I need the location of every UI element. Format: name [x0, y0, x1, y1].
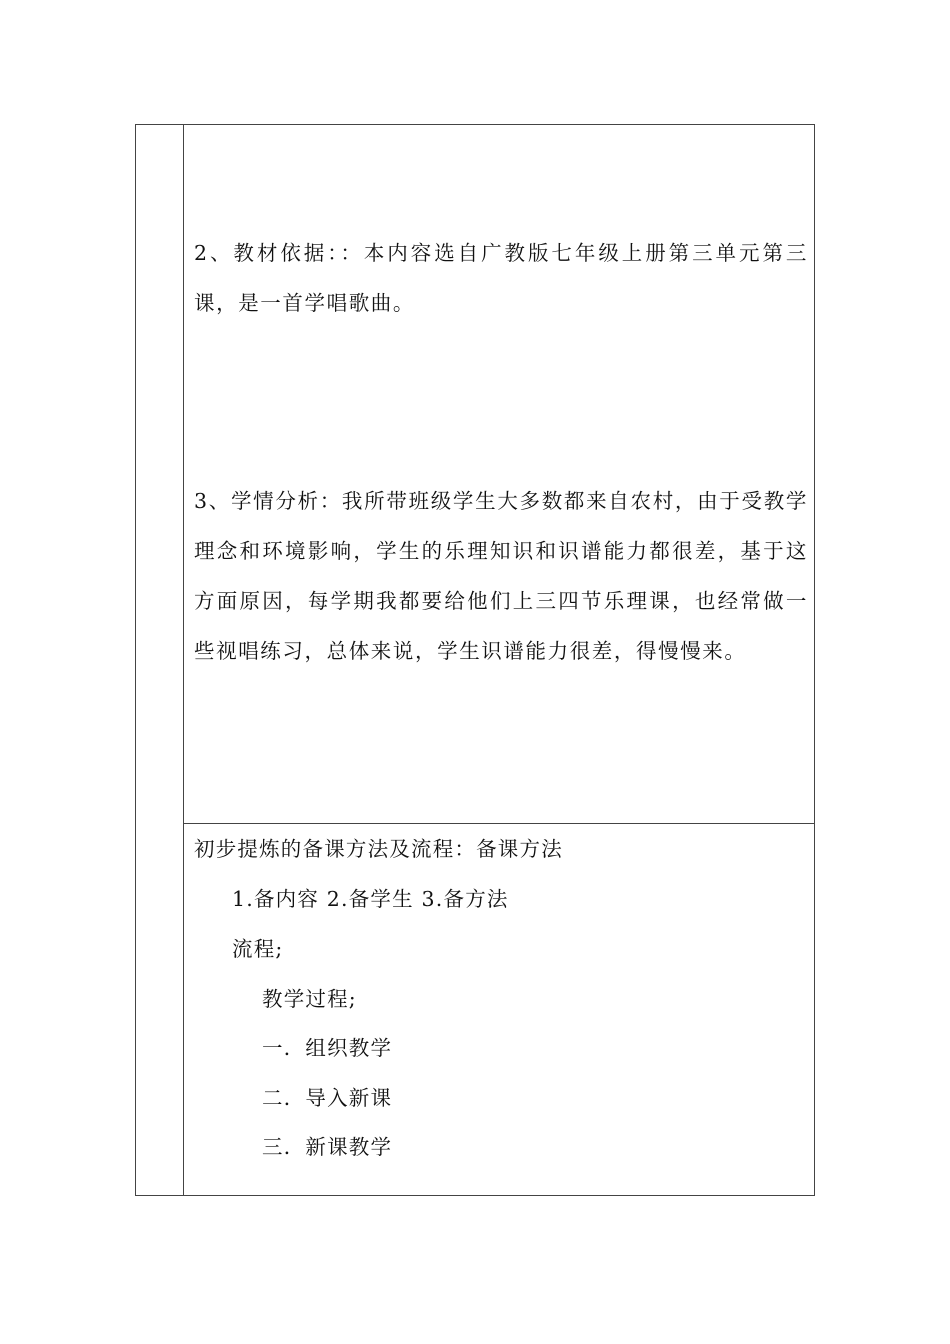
process-step: 二．导入新课 [262, 1086, 393, 1110]
teaching-process-label: 教学过程; [262, 987, 357, 1011]
textbook-basis-paragraph: 2、教材依据：：本内容选自广教版七年级上册第三单元第三课，是一首学唱歌曲。 [194, 241, 808, 315]
learning-analysis-paragraph: 3、学情分析：我所带班级学生大多数都来自农村，由于受教学理念和环境影响，学生的乐理知识和识谱能力都很差，基于这方面原因，每学期我都要给他们上三四节乐理课，也经常做一些视唱练习，总体来说，学生识谱能力很差，得慢慢来。 [194, 489, 808, 663]
prep-method-heading: 初步提炼的备课方法及流程：备课方法 [194, 837, 563, 861]
lesson-plan-table [135, 124, 815, 1196]
process-step: 一．组织教学 [262, 1036, 393, 1060]
prep-items: 1.备内容 2.备学生 3.备方法 [232, 887, 509, 911]
column-divider [183, 125, 184, 1195]
process-step: 三．新课教学 [262, 1135, 393, 1159]
flow-label: 流程; [232, 937, 284, 961]
row-divider [183, 823, 814, 824]
